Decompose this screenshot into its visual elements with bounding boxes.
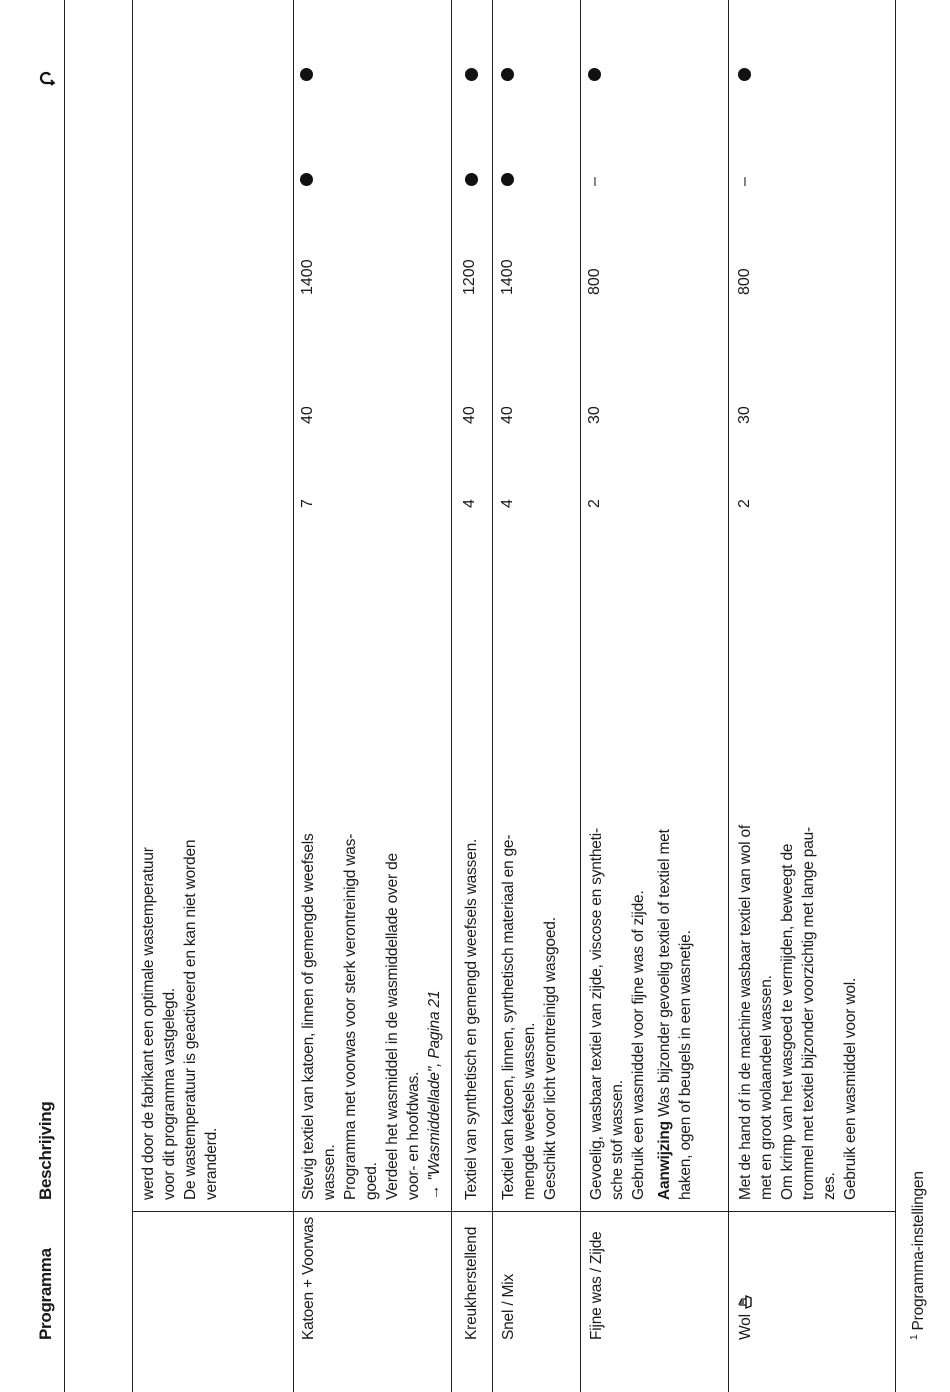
note-label: Aanwijzing	[656, 1121, 673, 1200]
available-dot-icon	[300, 173, 313, 186]
description-line: Gevoelig, wasbaar textiel van zijde, viscose en syntheti-	[588, 828, 605, 1200]
row-3-description	[498, 835, 561, 1200]
row-5-program	[735, 1294, 756, 1340]
note-text: Was bijzonder gevoelig textiel of textiel met	[656, 829, 673, 1122]
row-rule	[132, 0, 133, 1392]
row-1-program: Katoen + Voorwas	[300, 1216, 317, 1340]
description-line: Om krimp van het wasgoed te vermijden, beweegt de	[779, 843, 796, 1200]
description-line: voor dit programma vastgelegd.	[161, 988, 178, 1200]
row-4-load: 2	[586, 499, 603, 508]
description-line: wassen.	[321, 1144, 338, 1200]
row-5-load: 2	[736, 499, 753, 508]
arrow-icon: →	[426, 1184, 443, 1200]
description-line: Textiel van katoen, linnen, synthetisch materiaal en ge-	[500, 834, 517, 1200]
row-0-description	[138, 840, 222, 1200]
row-2-description	[461, 839, 482, 1200]
description-line: Geschikt voor licht verontreinigd wasgoed.	[542, 917, 559, 1200]
row-rule	[728, 0, 729, 1392]
row-4-temp: 30	[586, 406, 603, 424]
corner-marker-icon	[37, 67, 57, 87]
description-line: werd door de fabrikant een optimale wastemperatuur	[140, 847, 157, 1200]
row-1-load: 7	[299, 499, 316, 508]
row-5-not-available: –	[736, 177, 753, 186]
row-3-spin: 1400	[499, 259, 516, 295]
description-line: Gebruik een wasmiddel voor wol.	[842, 977, 859, 1200]
reference-page: , Pagina 21	[426, 990, 443, 1067]
description-line: Met de hand of in de machine wasbaar textiel van wol of	[737, 824, 754, 1200]
row-rule	[451, 0, 452, 1392]
footnote-text: Programma-instellingen	[910, 1171, 928, 1331]
reference-title: "Wasmiddellade"	[426, 1066, 443, 1181]
column-divider	[132, 1211, 895, 1212]
available-dot-icon	[588, 68, 601, 81]
description-line: voor- en hoofdwas.	[405, 1071, 422, 1200]
description-line: sche stof wassen.	[609, 1080, 626, 1200]
row-5-temp: 30	[736, 406, 753, 424]
description-line: trommel met textiel bijzonder voorzichtig met lange pau-	[800, 826, 817, 1200]
row-2-temp: 40	[461, 406, 478, 424]
description-line: Stevig textiel van katoen, linnen of gemengde weefsels	[300, 833, 317, 1200]
description-line: met en groot wolaandeel wassen.	[758, 975, 775, 1200]
header-programma: Programma	[36, 1248, 55, 1340]
description-line: Textiel van synthetisch en gemengd weefsels wassen.	[463, 838, 480, 1200]
footnote	[904, 1171, 929, 1340]
description-line: veranderd.	[203, 1127, 220, 1200]
footnote-marker: 1	[909, 1334, 920, 1340]
available-dot-icon	[465, 68, 478, 81]
header-rule	[64, 0, 65, 1392]
table-bottom-rule	[895, 0, 896, 1392]
note-line: haken, ogen of beugels in een wasnetje.	[677, 930, 694, 1200]
header-beschrijving: Beschrijving	[36, 1101, 55, 1200]
row-5-spin: 800	[736, 268, 753, 295]
description-line: De wastemperatuur is geactiveerd en kan niet worden	[182, 839, 199, 1200]
row-rule	[492, 0, 493, 1392]
row-4-spin: 800	[586, 268, 603, 295]
description-line: Verdeel het wasmiddel in de wasmiddellade over de	[384, 853, 401, 1200]
row-3-temp: 40	[499, 406, 516, 424]
row-5-description	[735, 825, 861, 1200]
row-3-program: Snel / Mix	[500, 1273, 517, 1340]
description-line: zes.	[821, 1172, 838, 1200]
row-2-spin: 1200	[461, 259, 478, 295]
row-rule	[580, 0, 581, 1392]
row-2-program: Kreukherstellend	[463, 1226, 480, 1340]
description-line: Programma met voorwas voor sterk verontreinigd was-	[342, 833, 359, 1200]
row-4-description	[586, 828, 696, 1200]
available-dot-icon	[465, 173, 478, 186]
available-dot-icon	[300, 68, 313, 81]
program-name: Wol	[737, 1314, 754, 1340]
description-line: goed.	[363, 1162, 380, 1200]
row-3-load: 4	[499, 499, 516, 508]
description-line: mengde weefsels wassen.	[521, 1022, 538, 1200]
available-dot-icon	[501, 68, 514, 81]
row-1-spin: 1400	[299, 259, 316, 295]
row-1-description	[298, 833, 445, 1200]
row-4-not-available: –	[586, 177, 603, 186]
available-dot-icon	[501, 173, 514, 186]
row-4-program: Fijne was / Zijde	[588, 1231, 605, 1340]
row-1-temp: 40	[299, 406, 316, 424]
row-rule	[293, 0, 294, 1392]
description-line: Gebruik een wasmiddel voor fijne was of zijde.	[630, 890, 647, 1200]
note-line	[654, 828, 675, 1200]
available-dot-icon	[738, 68, 751, 81]
wool-handwash-icon	[736, 1294, 752, 1310]
row-2-load: 4	[461, 499, 478, 508]
page-reference[interactable]	[424, 833, 445, 1200]
